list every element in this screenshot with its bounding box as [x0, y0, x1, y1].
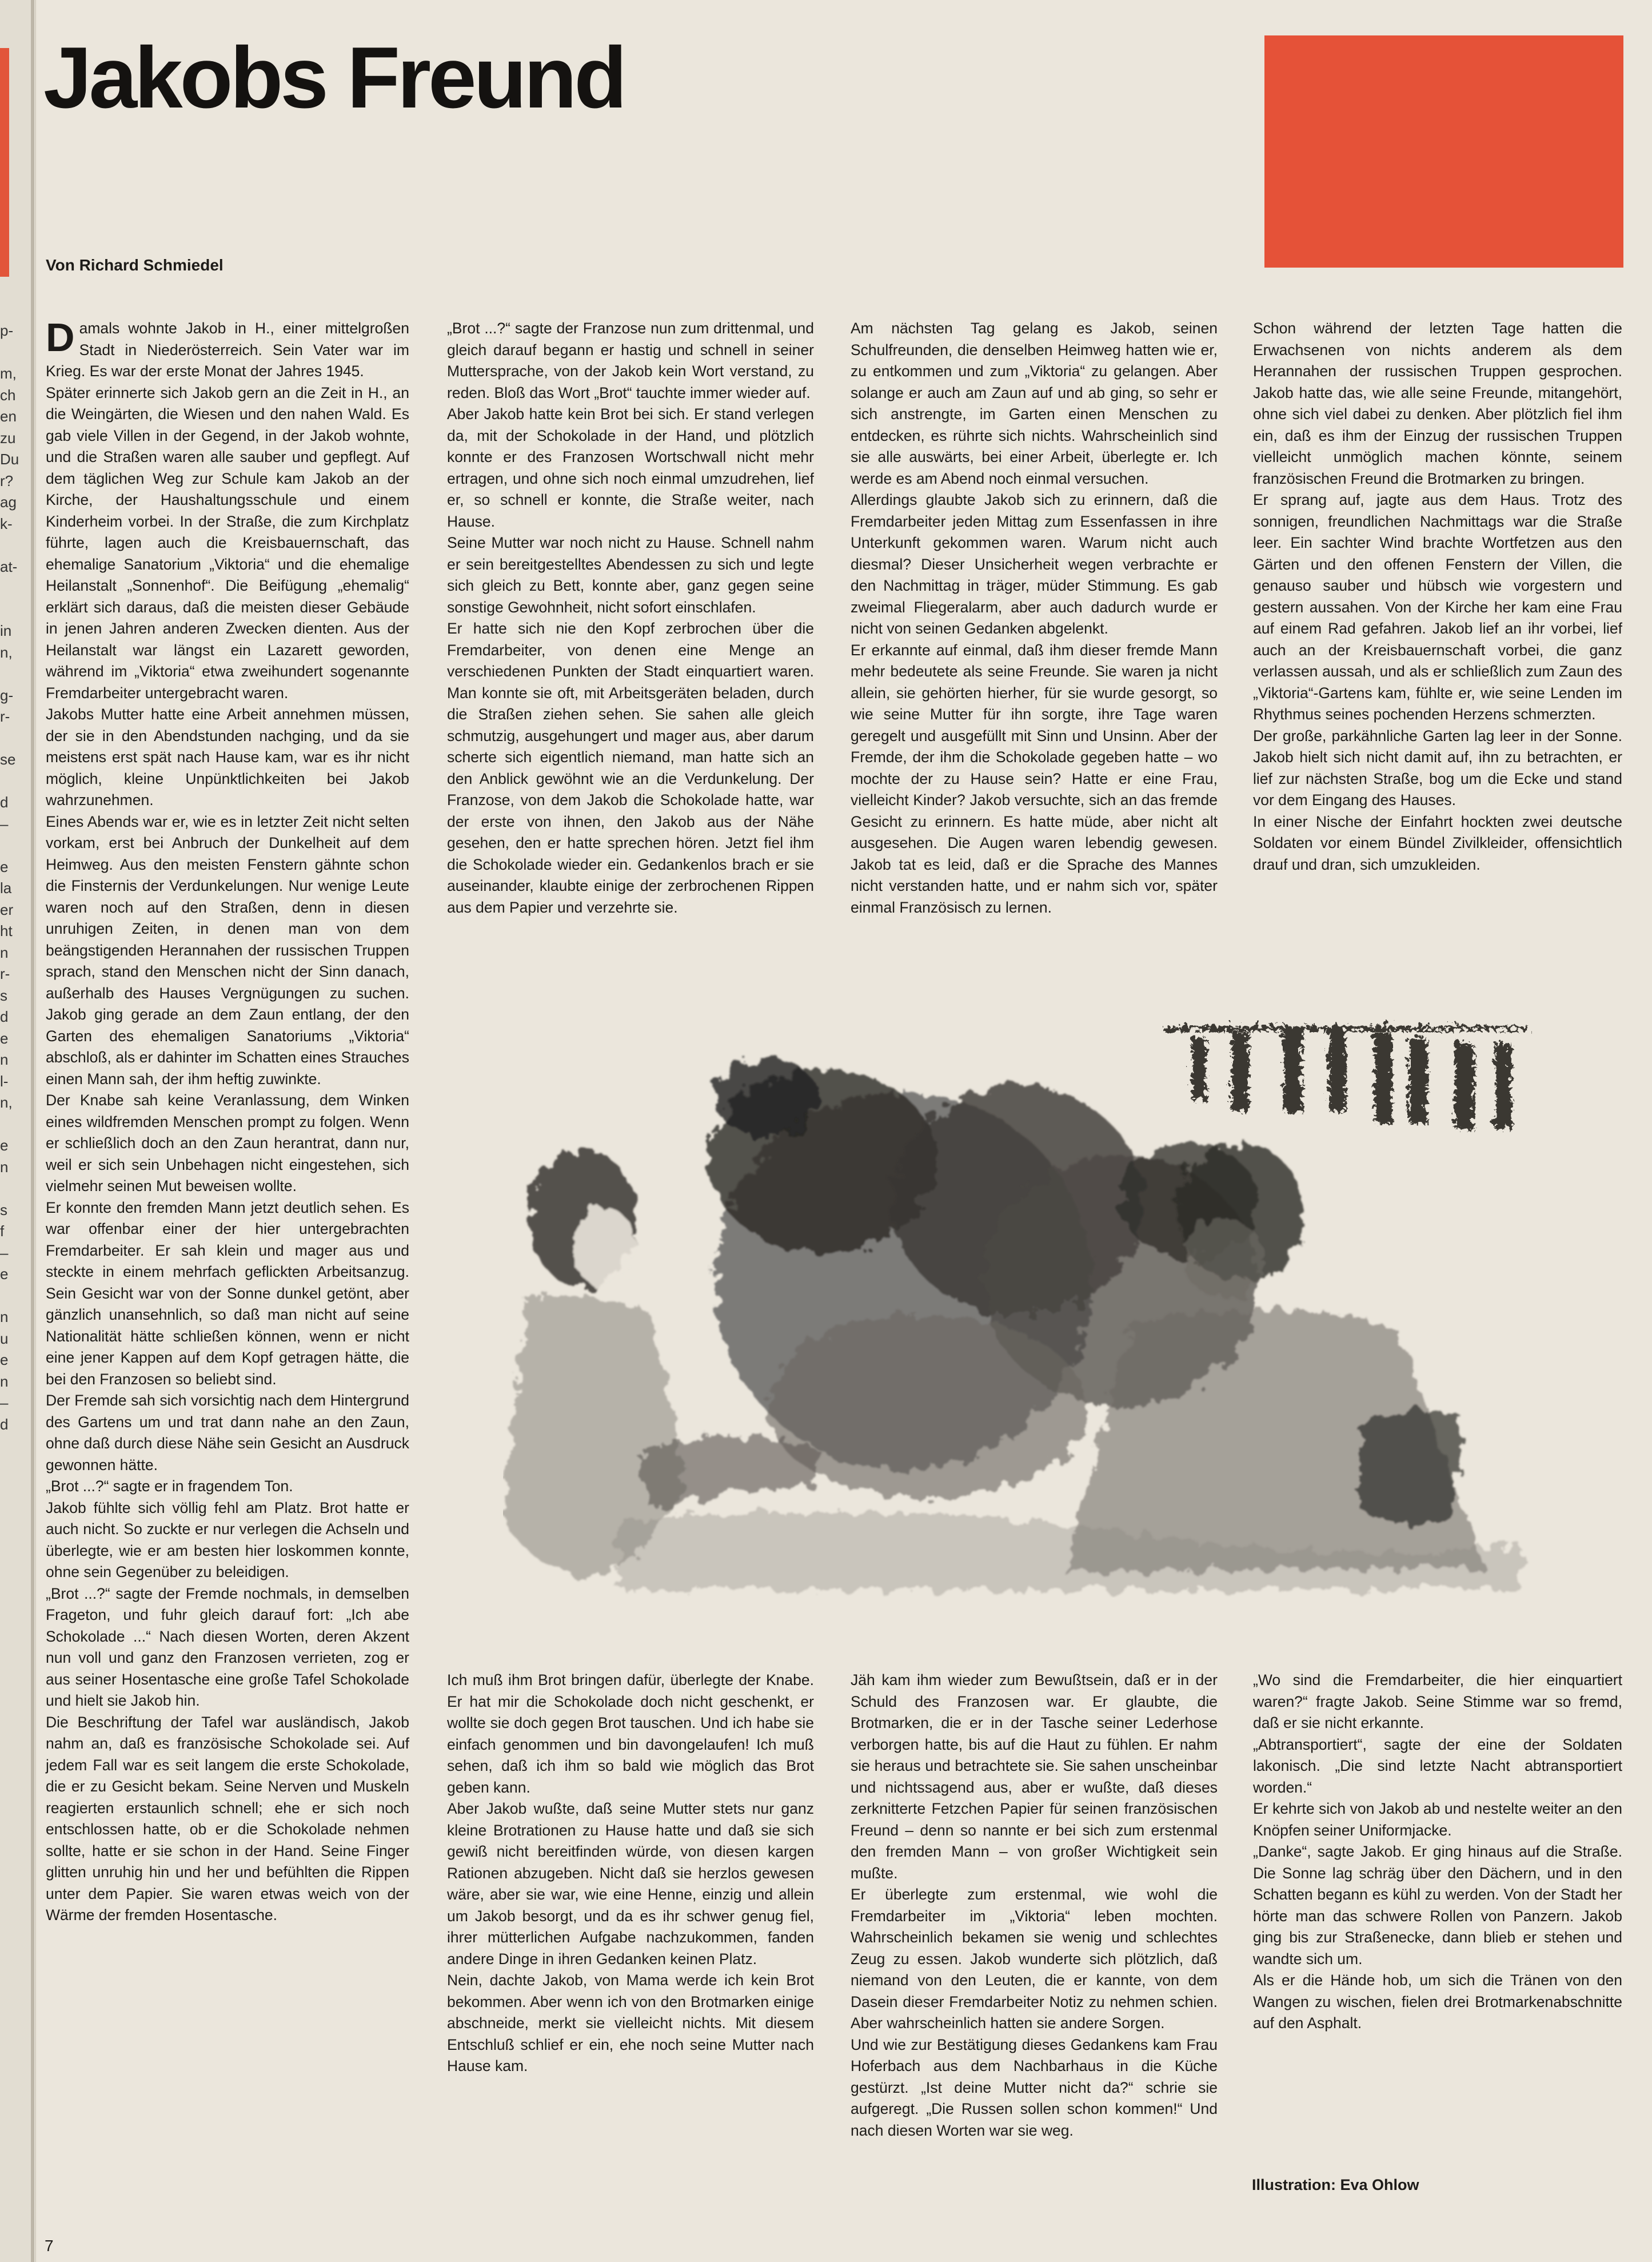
- paragraph: Damals wohnte Jakob in H., einer mittelgroßen Stadt in Niederösterreich. Sein Vater war im Krieg. Es war der erste Monat der Jahres 1945.: [46, 315, 409, 380]
- paragraph: Er kehrte sich von Jakob ab und nestelte weiter an den Knöpfen seiner Uniformjacke.: [1253, 1800, 1622, 1839]
- text-column-3-bottom: [851, 1670, 1218, 2141]
- paragraph: Nein, dachte Jakob, von Mama werde ich kein Brot bekommen. Aber wenn ich von den Brotmarken einige abschneide, merkt sie vielleicht nichts. Mit diesem Entschluß schlief er ein, ehe noch seine Mutter nach Hause kam.: [447, 1972, 814, 2074]
- paragraph: Allerdings glaubte Jakob sich zu erinnern, daß die Fremdarbeiter jeden Mittag zum Essenfassen in ihre Unterkunft gekommen waren. Warum nicht auch diesmal? Dieser Unsicherheit wegen verbrachte er den Nachmittag in träger, müder Stimmung. Es gab zweimal Fliegeralarm, aber auch dadurch wurde er nicht von seinen Gedanken abgelenkt.: [851, 491, 1218, 637]
- paragraph: Ich muß ihm Brot bringen dafür, überlegte der Knabe. Er hat mir die Schokolade doch nicht geschenkt, er wollte sie doch gegen Brot tauschen. Und ich habe sie einfach genommen und bin davongelaufen! Ich muß sehen, daß ich ihm so bald wie möglich das Brot geben kann.: [447, 1671, 814, 1796]
- paragraph: „Brot ...?“ sagte der Franzose nun zum drittenmal, und gleich darauf begann er hastig und schnell in seiner Muttersprache, von der Jakob kein Wort verstand, zu reden. Bloß das Wort „Brot“ tauchte immer wieder auf.: [447, 320, 814, 401]
- text-column-4-bottom: [1253, 1670, 1622, 2034]
- article-title: Jakobs Freund: [43, 29, 625, 126]
- paragraph: „Brot ...?“ sagte der Fremde nochmals, in demselben Frageton, und fuhr gleich darauf fort: „Ich abe Schokolade ...“ Nach diesen Worten, deren Akzent nun voll und ganz den Franzosen verrieten, zog er aus seiner Hosentasche eine große Tafel Schokolade und hielt sie Jakob hin.: [46, 1584, 409, 1709]
- paragraph: „Danke“, sagte Jakob. Er ging hinaus auf die Straße. Die Sonne lag schräg über den Dächern, und in den Schatten begann es kühl zu werden. Von der Stadt her hörte man das schwere Rollen von Panzern. Jakob ging bis zur Straßenecke, dann blieb er stehen und wandte sich um.: [1253, 1843, 1622, 1968]
- paragraph: Er erkannte auf einmal, daß ihm dieser fremde Mann mehr bedeutete als seine Freunde. Sie waren ja nicht allein, sie gehörten hierher, für sie wurde gesorgt, so wie seine Mutter für ihn sorgte, ihre Tage waren geregelt und ausgefüllt mit Sinn und Unsinn. Aber der Fremde, der ihm die Schokolade gegeben hatte – wo mochte der zu Hause sein? Hatte er eine Frau, vielleicht Kinder? Jakob versuchte, sich an das fremde Gesicht zu erinnern. Es hatte müde, aber nicht alt ausgesehen. Die Augen waren lebendig gewesen. Jakob tat es leid, daß er die Sprache des Mannes nicht verstanden hatte, und er nahm sich vor, später einmal Französisch zu lernen.: [851, 641, 1218, 916]
- paragraph: Jäh kam ihm wieder zum Bewußtsein, daß er in der Schuld des Franzosen war. Er glaubte, die Brotmarken, die er in der Tasche seiner Lederhose verborgen hatte, bis auf die Haut zu fühlen. Er nahm sie heraus und betrachtete sie. Sie sahen unscheinbar und nichtssagend aus, aber er wußte, daß dieses zerknitterte Fetzchen Papier für seinen französischen Freund – denn so nannte er bei sich zum erstenmal den fremden Mann – von großer Wichtigkeit sein mußte.: [851, 1671, 1218, 1882]
- paragraph: Aber Jakob hatte kein Brot bei sich. Er stand verlegen da, mit der Schokolade in der Hand, und plötzlich konnte er des Franzosen Wortschwall nicht mehr ertragen, und ohne sich noch einmal umzudrehen, lief er, so schnell er konnte, die Straße weiter, nach Hause.: [447, 405, 814, 530]
- binding-shadow: [31, 0, 34, 2262]
- paragraph: Die Beschriftung der Tafel war ausländisch, Jakob nahm an, daß es französische Schokolade sei. Auf jedem Fall war es seit langem die erste Schokolade, die er zu Gesicht bekam. Seine Nerven und Muskeln reagierten erstaunlich schnell; ehe er sich noch entschlossen hatte, ob er die Schokolade nehmen sollte, hatte er sie schon in der Hand. Seine Finger glitten unruhig hin und her und befühlten die Rippen unter dem Papier. Sie waren etwas weich von der Wärme der fremden Hosentasche.: [46, 1713, 409, 1924]
- text-column-2-top: [447, 318, 814, 918]
- page-number: 7: [45, 2237, 54, 2255]
- paragraph: Eines Abends war er, wie es in letzter Zeit nicht selten vorkam, erst bei Anbruch der Dunkelheit auf dem Heimweg. Aus den meisten Fenstern gähnte schon die Finsternis der Verdunkelungen. Nur wenige Leute waren noch auf den Straßen, denn in diesen unruhigen Zeiten, in denen man von dem beängstigenden Herannahen der russischen Truppen sprach, stand den Menschen nicht der Sinn danach, außerhalb des Hauses Vergnügungen zu suchen. Jakob ging gerade an dem Zaun entlang, der den Garten des ehemaligen Sanatoriums „Viktoria“ abschloß, als er dahinter im Schatten eines Strauches einen Mann sah, der ihm heftig zuwinkte.: [46, 813, 409, 1088]
- paragraph: Und wie zur Bestätigung dieses Gedankens kam Frau Hoferbach aus dem Nachbarhaus in die Küche gestürzt. „Ist deine Mutter nicht da?“ schrie sie aufgeregt. „Die Russen sollen schon kommen!“ Und nach diesen Worten war sie weg.: [851, 2036, 1218, 2139]
- previous-page-red-block: [0, 48, 9, 277]
- text-column-2-bottom: [447, 1670, 814, 2077]
- text-column-4-top: [1253, 318, 1622, 875]
- previous-page-text-fragments: p- m, ch en zu Du r? ag k- at- in n, g- r- se d – e la er ht n r- s d e n l- n, e n s f – e n u e n – d: [0, 322, 19, 1433]
- text-column-3-top: [851, 318, 1218, 918]
- text-column-1: [46, 315, 409, 1926]
- paragraph: „Abtransportiert“, sagte der eine der Soldaten lakonisch. „Die sind letzte Nacht abtransportiert worden.“: [1253, 1735, 1622, 1796]
- paragraph: Am nächsten Tag gelang es Jakob, seinen Schulfreunden, die denselben Heimweg hatten wie er, zu entkommen und zum „Viktoria“ zu gelangen. Aber solange er auch am Zaun auf und ab ging, so sehr er sich anstrengte, im Garten einen Menschen zu entdecken, es rührte sich nichts. Wahrscheinlich sind sie alle auswärts, bei einer Arbeit, überlegte er. Ich werde es am Abend noch einmal versuchen.: [851, 320, 1218, 487]
- paragraph: Der Knabe sah keine Veranlassung, dem Winken eines wildfremden Menschen prompt zu folgen. Wenn er schließlich doch an den Zaun herantrat, dann nur, weil er sich sein Unbehagen nicht eingestehen, sich vielmehr seinen Mut beweisen wollte.: [46, 1092, 409, 1194]
- paragraph: „Wo sind die Fremdarbeiter, die hier einquartiert waren?“ fragte Jakob. Seine Stimme war so fremd, daß er sie nicht erkannte.: [1253, 1671, 1622, 1731]
- paragraph: Der Fremde sah sich vorsichtig nach dem Hintergrund des Gartens um und trat dann nahe an den Zaun, ohne daß durch diese Nähe sein Gesicht an Ausdruck gewonnen hätte.: [46, 1392, 409, 1474]
- paragraph: „Brot ...?“ sagte er in fragendem Ton.: [46, 1478, 293, 1495]
- paragraph: Jakob fühlte sich völlig fehl am Platz. Brot hatte er auch nicht. So zuckte er nur verlegen die Achseln und überlegte, wie er am besten hier loskommen konnte, ohne sein Gegenüber zu beleidigen.: [46, 1499, 409, 1580]
- fence-sketch: [1160, 1024, 1526, 1126]
- paragraph: Er sprang auf, jagte aus dem Haus. Trotz des sonnigen, freundlichen Nachmittags war die Straße leer. Ein sachter Wind brachte Wortfetzen aus den Gärten und den offenen Fenstern der Villen, die genauso sauber und hübsch wie vorgestern und gestern aussahen. Von der Kirche her kam eine Frau auf einem Rad gefahren. Jakob lief an ihr vorbei, lief auch an der Kreisbauernschaft vorbei, die ganz verlassen aussah, und als er schließlich zum Zaun des „Viktoria“-Gartens kam, fühlte er, wie seine Lenden im Rhythmus seines pochenden Herzens schmerzten.: [1253, 491, 1622, 723]
- paragraph: Seine Mutter war noch nicht zu Hause. Schnell nahm er sein bereitgestelltes Abendessen zu sich und legte sich gleich zu Bett, konnte aber, ganz gegen seine sonstige Gewohnheit, nicht sofort einschlafen.: [447, 534, 814, 616]
- paragraph: Der große, parkähnliche Garten lag leer in der Sonne. Jakob hielt sich nicht damit auf, ihn zu betrachten, er lief zur nächsten Straße, bog um die Ecke und stand vor dem Eingang des Hauses.: [1253, 727, 1622, 809]
- paragraph: Er konnte den fremden Mann jetzt deutlich sehen. Es war offenbar einer der hier untergebrachten Fremdarbeiter. Er sah klein und mager aus und steckte in einem mehrfach geflickten Arbeitsanzug. Sein Gesicht war von der Sonne dunkel getönt, aber gänzlich unansehnlich, so daß man nicht auf seine Nationalität hätte schließen können, wenn er nicht eine jener Kappen auf dem Kopf getragen hätte, die bei den Franzosen so beliebt sind.: [46, 1198, 409, 1388]
- ink-illustration: [503, 961, 1635, 1635]
- paragraph: In einer Nische der Einfahrt hockten zwei deutsche Soldaten vor einem Bündel Zivilkleider, offensichtlich drauf und dran, sich umzukleiden.: [1253, 813, 1622, 873]
- drop-cap: D: [46, 315, 75, 360]
- paragraph: Schon während der letzten Tage hatten die Erwachsenen von nichts anderem als dem Herannahen der russischen Truppen gesprochen. Jakob hatte das, wie alle seine Freunde, mitangehört, ohne sich viel dabei zu denken. Aber plötzlich fiel ihm ein, daß es ihm der Einzug der russischen Truppen vielleicht unmöglich machen könnte, seinem französischen Freund die Brotmarken zu bringen.: [1253, 320, 1622, 487]
- red-accent-block: [1264, 35, 1623, 268]
- paragraph: Als er die Hände hob, um sich die Tränen von den Wangen zu wischen, fielen drei Brotmarkenabschnitte auf den Asphalt.: [1253, 1972, 1622, 2032]
- article-byline: Von Richard Schmiedel: [46, 256, 224, 274]
- paragraph: Jakobs Mutter hatte eine Arbeit annehmen müssen, der sie in den Abendstunden nachging, und da sie meistens erst spät nach Hause kam, war es ihr nicht möglich, kleine Unpünktlichkeiten bei Jakob wahrzunehmen.: [46, 706, 409, 809]
- illustration-credit: Illustration: Eva Ohlow: [1252, 2176, 1419, 2193]
- paragraph: Er hatte sich nie den Kopf zerbrochen über die Fremdarbeiter, von denen eine Menge an verschiedenen Punkten der Stadt einquartiert waren. Man konnte sie oft, mit Arbeitsgeräten beladen, durch die Straßen ziehen sehen. Sie sahen alle gleich schmutzig, ausgehungert und mager aus, aber darum scherte sich eigentlich niemand, man hatte sich an den Anblick gewöhnt wie an die Verdunkelung. Der Franzose, von dem Jakob die Schokolade hatte, war der erste von ihnen, den Jakob aus der Nähe gesehen, den er hatte sprechen hören. Jetzt fiel ihm die Schokolade wieder ein. Gedankenlos brach er sie auseinander, klaubte einige der zerbrochenen Rippen aus dem Papier und verzehrte sie.: [447, 620, 814, 916]
- page-binding-gutter: [0, 0, 36, 2262]
- paragraph: Später erinnerte sich Jakob gern an die Zeit in H., an die Weingärten, die Wiesen und den nahen Wald. Es gab viele Villen in der Gegend, in der Jakob wohnte, und die Straßen waren alle sauber und gepflegt. Auf dem täglichen Weg zur Schule kam Jakob an der Kirche, der Haushaltungsschule und einem Kinderheim vorbei. In der Straße, die zum Kirchplatz führte, lagen auch die Kreisbauernschaft, das ehemalige Sanatorium „Viktoria“ und die ehemalige Heilanstalt „Sonnenhof“. Die Beifügung „ehemalig“ erklärt sich daraus, daß die meisten dieser Gebäude in jenen Jahren anderen Zwecken dienten. Aus der Heilanstalt war längst ein Lazarett geworden, während im „Viktoria“ etwa zweihundert sogenannte Fremdarbeiter untergebracht waren.: [46, 384, 409, 702]
- paragraph: Er überlegte zum erstenmal, wie wohl die Fremdarbeiter im „Viktoria“ leben mochten. Wahrscheinlich bekamen sie wenig und schlechtes Zeug zu essen. Jakob wunderte sich plötzlich, daß niemand von den Leuten, die er kannte, von dem Dasein dieser Fremdarbeiter Notiz zu nehmen schien. Aber wahrscheinlich hatten sie andere Sorgen.: [851, 1886, 1218, 2032]
- paragraph: Aber Jakob wußte, daß seine Mutter stets nur ganz kleine Brotrationen zu Hause hatte und daß sie sich gewiß nicht bereitfinden würde, von diesen kargen Rationen abzugeben. Nicht daß sie herzlos gewesen wäre, aber sie war, wie eine Henne, einzig und allein um Jakob besorgt, und da es ihr schwer genug fiel, ihrer mütterlichen Aufgabe nachzukommen, fanden andere Dinge in ihren Gedanken keinen Platz.: [447, 1800, 814, 1968]
